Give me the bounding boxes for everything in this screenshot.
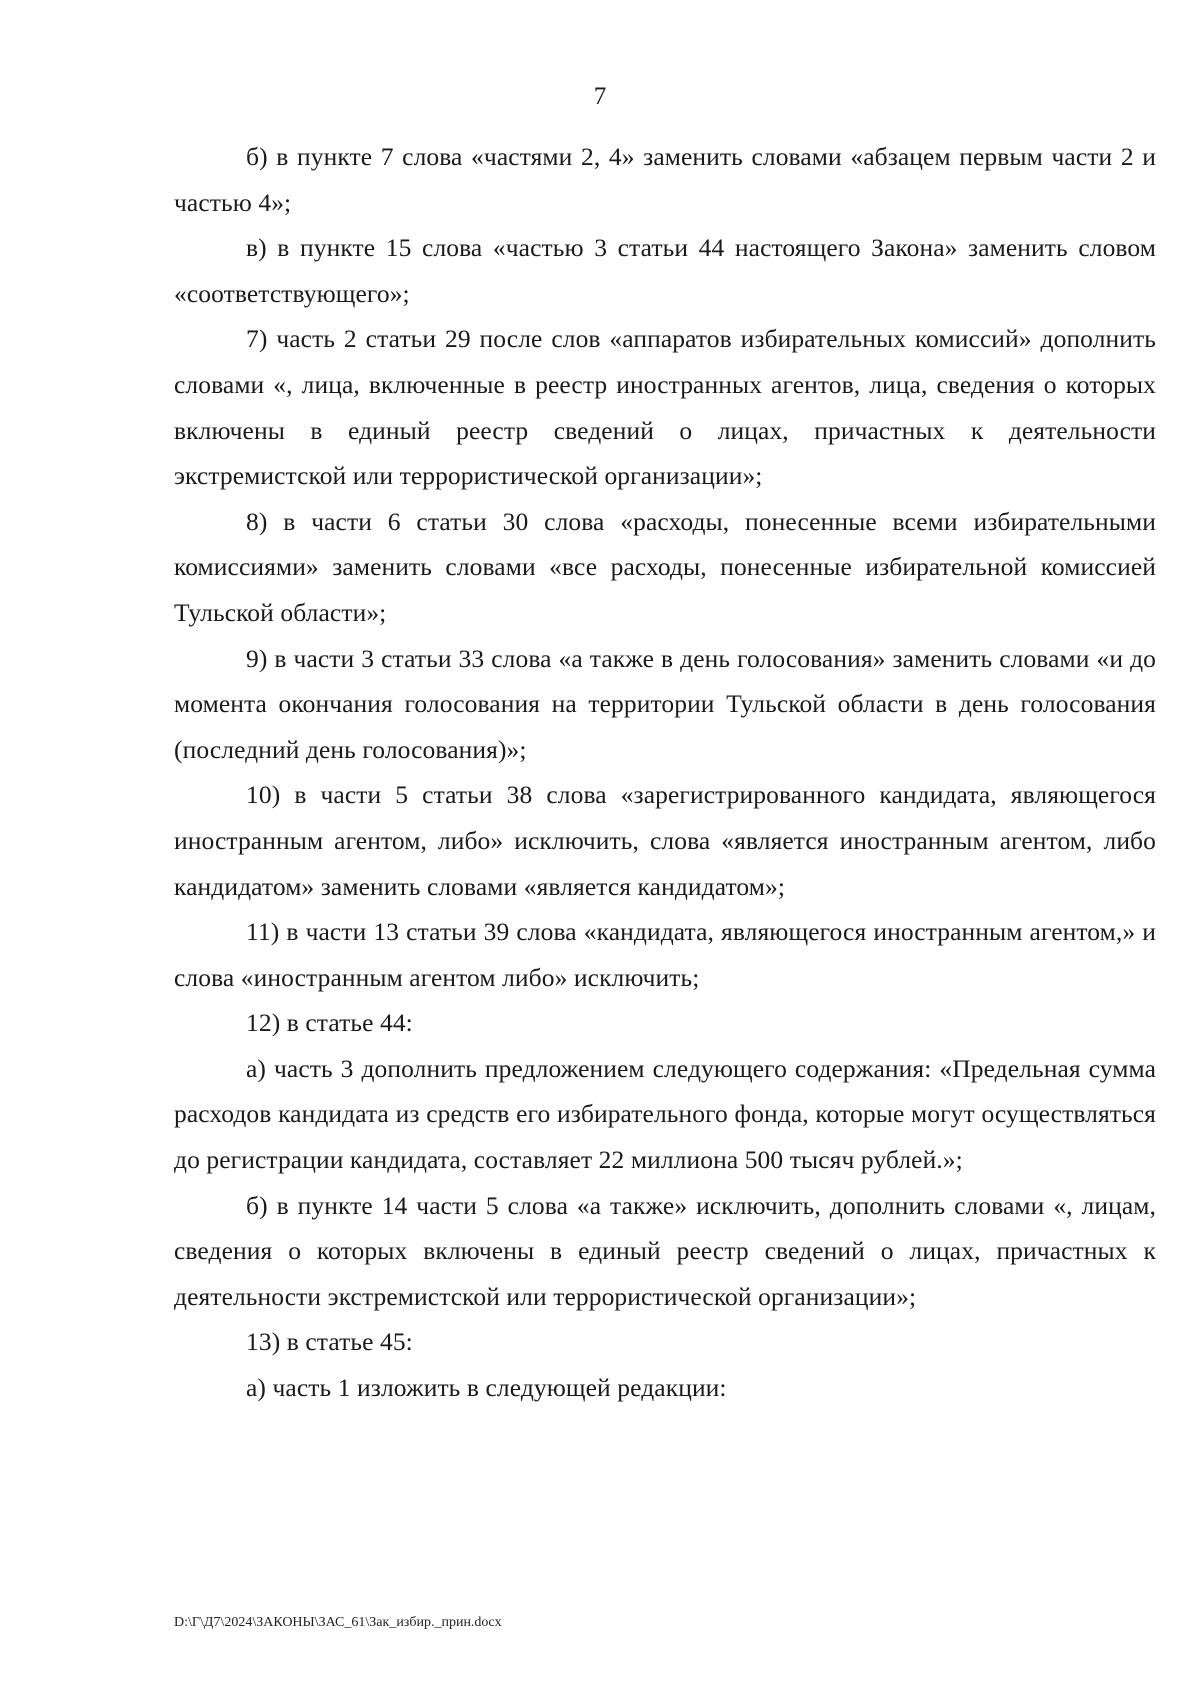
page-number: 7 [593,83,607,110]
paragraph-9-article-33: 9) в части 3 статьи 33 слова «а также в день голосования» заменить словами «и до момента окончания голосования на территории Тульской области в день голосования (последний день голосования)»; [174,643,1156,764]
footer-file-path: D:\Г\Д7\2024\ЗАКОНЫ\ЗАС_61\Зак_избир._прин.docx [174,1615,502,1630]
paragraph-1b-punkt-7: б) в пункте 7 слова «частями 2, 4» заменить словами «абзацем первым части 2 и частью 4»; [174,142,1156,217]
paragraph-11-article-39: 11) в части 13 статьи 39 слова «кандидата, являющегося иностранным агентом,» и слова «иностранным агентом либо» исключить; [174,917,1156,992]
paragraph-10-article-38: 10) в части 5 статьи 38 слова «зарегистрированного кандидата, являющегося иностранным агентом, либо» исключить, слова «является иностранным агентом, либо кандидатом» заменить словами «является кандидатом»; [174,780,1156,901]
paragraph-12-article-44: 12) в статье 44: [246,1008,413,1038]
paragraph-7-article-29: 7) часть 2 статьи 29 после слов «аппаратов избирательных комиссий» дополнить словами «, лица, включенные в реестр иностранных агентов, лица, сведения о которых включены в единый реестр сведений о лицах, причастных к деятельности экстремистской или террористической организации»; [174,324,1156,491]
paragraph-8-article-30: 8) в части 6 статьи 30 слова «расходы, понесенные всеми избирательными комиссиями» заменить словами «все расходы, понесенные избирательной комиссией Тульской области»; [174,506,1156,627]
document-body [174,134,1156,1411]
paragraph-12a-part-3: а) часть 3 дополнить предложением следующего содержания: «Предельная сумма расходов кандидата из средств его избирательного фонда, которые могут осуществляться до регистрации кандидата, составляет 22 миллиона 500 тысяч рублей.»; [174,1053,1156,1175]
paragraph-12b-punkt-14: б) в пункте 14 части 5 слова «а также» исключить, дополнить словами «, лицам, сведения о которых включены в единый реестр сведений о лицах, причастных к деятельности экстремистской или террористической организации»; [174,1190,1156,1311]
paragraph-13-article-45: 13) в статье 45: [246,1327,413,1357]
paragraph-1v-punkt-15: в) в пункте 15 слова «частью 3 статьи 44 настоящего Закона» заменить словом «соответствующего»; [174,233,1156,308]
paragraph-13a-part-1: а) часть 1 изложить в следующей редакции: [246,1373,727,1403]
